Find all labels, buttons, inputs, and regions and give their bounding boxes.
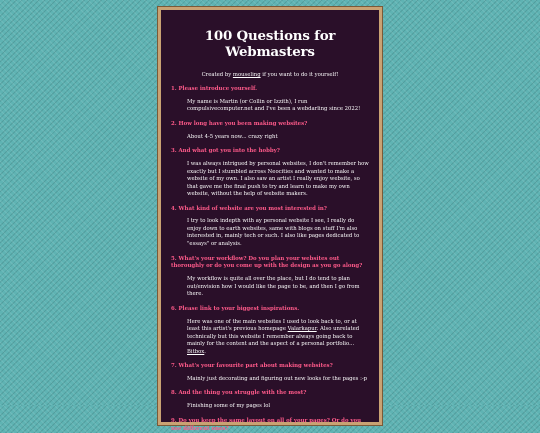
page-title: 100 Questions for Webmasters [204,28,336,60]
question: 8. And the thing you struggle with the most? [171,390,307,397]
answer: Mainly just decorating and figuring out new looks for the pages :-p [187,375,368,382]
credit-line [171,72,369,78]
question: 7. What's your favourite part about making websites? [171,363,333,370]
answer-text: Here was one of the main websites I used to look back to, or at least this artist's previous homepage [187,318,357,333]
qa-item-5 [171,256,369,299]
qa-item-9 [171,418,369,433]
question: 5. What's your workflow? Do you plan your websites out thoroughly or do you come up with the design as you go along? [171,255,363,270]
question: 1. Please introduce yourself. [171,86,258,92]
answer: My name is Martin (or Collin or Izzith), I run compulsivecomputer.net and I've been a webdarling since 2022! [187,98,361,113]
answer-text: . Also unrelated technically but this website I remember always going back to mainly for the content and the aspect of a personal portfolio... [187,326,360,348]
qa-item-1 [171,86,369,114]
credit-author-link[interactable]: mouseling [232,72,261,78]
content-frame [157,6,383,432]
qa-item-4 [171,206,369,249]
qa-item-6 [171,306,369,356]
answer: About 4-5 years now... crazy right [187,133,278,140]
answer: Finishing some of my pages lol [187,403,271,410]
qa-item-3 [171,148,369,198]
question: 6. Please link to your biggest inspirations. [171,305,300,312]
answer-text: . [204,348,206,355]
question: 2. How long have you been making websites? [171,120,308,127]
answer: I was always intrigued by personal websites, I don't remember how exactly but I stumbled across Neocities and wanted to make a website of my own. I also saw an artist I really enjoy website, so that gave me the final push to try and learn to make my own website, without the help of website makers. [187,161,369,198]
inspiration-link-valarkapur[interactable]: Valarkapur [287,326,317,333]
question: 9. Do you keep the same layout on all of your pages? Or do you use different ones? [171,417,362,432]
qa-item-2 [171,121,369,141]
credit-prefix: Created by [201,72,232,78]
answer: I try to look indepth with ay personal website I see, I really do enjoy down to earth websites, same with blogs on stuff I'm also interested in, mainly tech or such. I also like pages dedicated to "essays" or analysis. [187,218,360,247]
qa-item-7 [171,363,369,383]
inspiration-link-bitbox[interactable]: Bitbox [187,348,205,355]
content-panel [161,10,379,432]
credit-suffix: if you want to do it yourself! [262,72,339,78]
question: 4. What kind of website are you most interested in? [171,205,327,212]
qa-item-8 [171,390,369,410]
question: 3. And what got you into the hobby? [171,148,280,155]
answer [187,319,369,357]
answer: My workflow is quite all over the place, but I do tend to plan out/envision how I would like the page to be, and then I go from there. [187,276,360,298]
